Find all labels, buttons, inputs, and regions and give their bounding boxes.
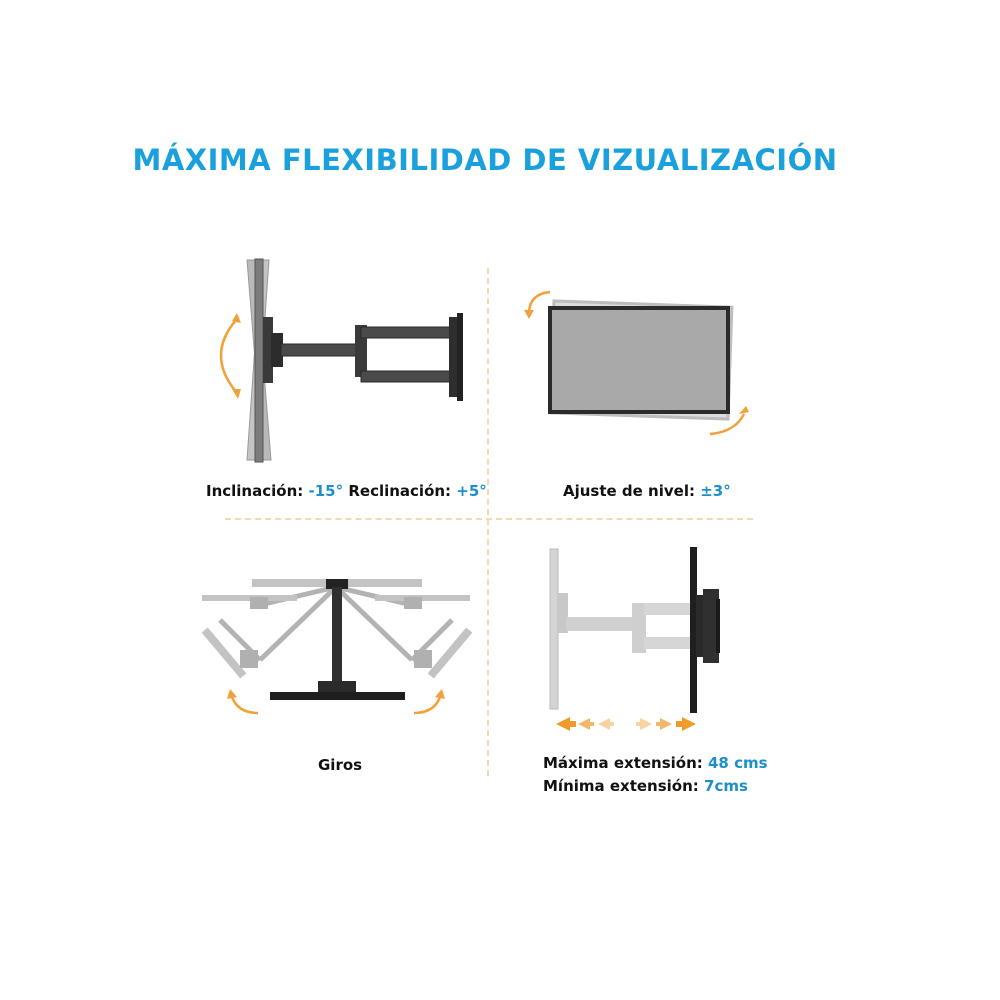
extension-arrows-icon [556, 717, 696, 731]
recline-value: +5° [456, 482, 487, 500]
swivel-main-arm [332, 587, 342, 695]
level-arrow-ccw-icon [524, 292, 550, 319]
max-extension-label: Máxima extensión: [543, 754, 703, 772]
max-extension-value: 48 cms [708, 754, 768, 772]
level-value: ±3° [700, 482, 731, 500]
extension-tv-panel [690, 547, 697, 713]
min-extension-value: 7cms [704, 777, 748, 795]
mount-arm-lower [281, 344, 361, 356]
swivel-arrow-left-icon [227, 689, 258, 713]
tv-side-panel [255, 259, 263, 462]
max-extension-caption [543, 754, 768, 772]
horizontal-divider [225, 518, 753, 520]
page-title: MÁXIMA FLEXIBILIDAD DE VIZUALIZACIÓN [132, 143, 838, 177]
tilt-illustration [205, 255, 475, 470]
tv-front-screen [550, 308, 728, 412]
vertical-divider [487, 268, 489, 776]
mount-arm-upper [361, 327, 451, 338]
swivel-tv-panel [270, 692, 405, 700]
min-extension-caption [543, 777, 748, 795]
recline-label: Reclinación: [348, 482, 452, 500]
extension-illustration [540, 545, 740, 735]
tilt-arrow-icon [221, 313, 241, 399]
level-illustration [520, 282, 760, 462]
swivel-arrow-right-icon [414, 689, 445, 713]
level-label: Ajuste de nivel: [563, 482, 695, 500]
min-extension-label: Mínima extensión: [543, 777, 699, 795]
swivel-illustration [200, 575, 475, 725]
level-caption [563, 482, 731, 500]
swivel-caption: Giros [318, 756, 363, 774]
tilt-caption [206, 482, 487, 500]
tilt-label: Inclinación: [206, 482, 304, 500]
tilt-value: -15° [308, 482, 344, 500]
